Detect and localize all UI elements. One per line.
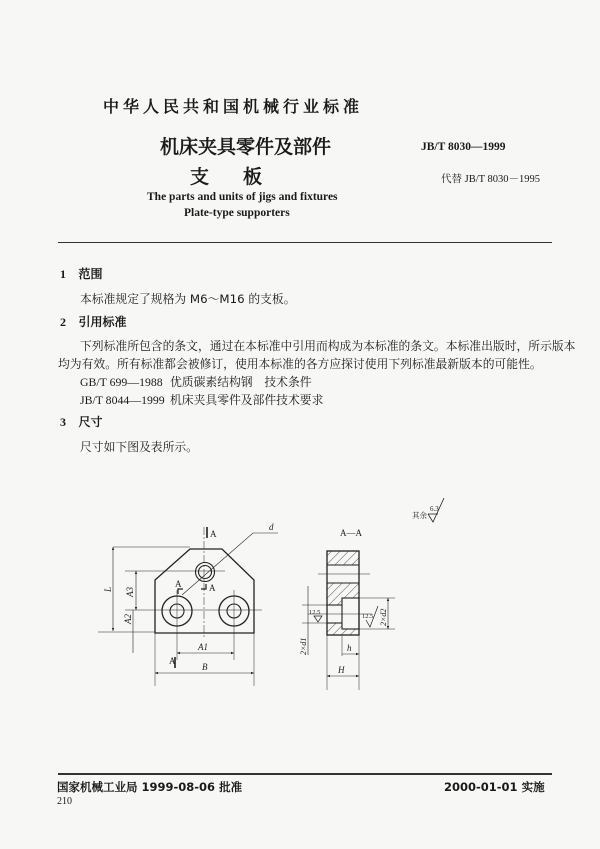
document-subtitle-en: Plate-type supporters	[184, 207, 290, 219]
label-d: d	[269, 522, 274, 532]
section-1-text: 本标准规定了规格为 M6～M16 的支板。	[80, 292, 296, 306]
section-number: 3	[60, 415, 66, 429]
section-mark: A	[210, 529, 217, 539]
roughness-value: 12.5	[362, 613, 374, 620]
roughness-symbol	[314, 616, 322, 622]
section-title: 范围	[78, 267, 103, 281]
plate-outline	[155, 549, 254, 633]
label-h: h	[347, 643, 352, 653]
standard-number: JB/T 8030—1999	[421, 141, 506, 153]
label-A1: A1	[198, 642, 208, 652]
roughness-value: 12.5	[309, 609, 321, 616]
section-number: 2	[60, 315, 66, 329]
section-title: 尺寸	[78, 415, 103, 429]
replaces-standard: 代替 JB/T 8030－1995	[441, 174, 540, 185]
section-mark: A	[169, 656, 176, 666]
label-2xd2: 2×d2	[379, 608, 388, 626]
roughness-default: 6.3	[430, 505, 439, 513]
section-title: 引用标准	[78, 315, 127, 329]
label-B: B	[202, 662, 208, 672]
label-L: L	[103, 586, 113, 592]
effective-date: 2000-01-01 实施	[444, 780, 545, 794]
top-hole-inner	[199, 566, 212, 579]
issuing-standard-heading: 中华人民共和国机械行业标准	[103, 97, 364, 116]
reference-code: JB/T 8044—1999	[80, 393, 165, 407]
reference-name: 机床夹具零件及部件技术要求	[170, 393, 324, 407]
section-2-paragraph-line: 均为有效。所有标准都会被修订，使用本标准的各方应探讨使用下列标准最新版本的可能性。	[58, 357, 542, 371]
section-2-paragraph-line: 下列标准所包含的条文，通过在本标准中引用而构成为本标准的条文。本标准出版时，所示版本	[80, 339, 576, 353]
section-view-title: A—A	[340, 528, 362, 538]
label-H: H	[338, 665, 345, 675]
document-title-cn: 机床夹具零件及部件	[160, 136, 332, 158]
section-mark: A	[209, 583, 216, 593]
section-number: 1	[60, 267, 66, 281]
section-3-text: 尺寸如下图及表所示。	[80, 440, 198, 454]
section-mark: A	[175, 579, 182, 589]
reference-code: GB/T 699—1988	[80, 375, 163, 389]
document-title-en: The parts and units of jigs and fixtures	[147, 191, 338, 203]
reference-name: 优质碳素结构钢 技术条件	[170, 375, 312, 389]
roughness-note: 其余	[412, 511, 427, 520]
label-2xd1: 2×d1	[299, 637, 308, 655]
approval-info: 国家机械工业局 1999-08-06 批准	[57, 780, 243, 794]
document-subtitle-cn: 支板	[190, 166, 297, 188]
label-A3: A3	[125, 587, 135, 597]
label-A2: A2	[123, 614, 133, 624]
page-number: 210	[57, 796, 72, 807]
footer-divider	[58, 773, 552, 775]
